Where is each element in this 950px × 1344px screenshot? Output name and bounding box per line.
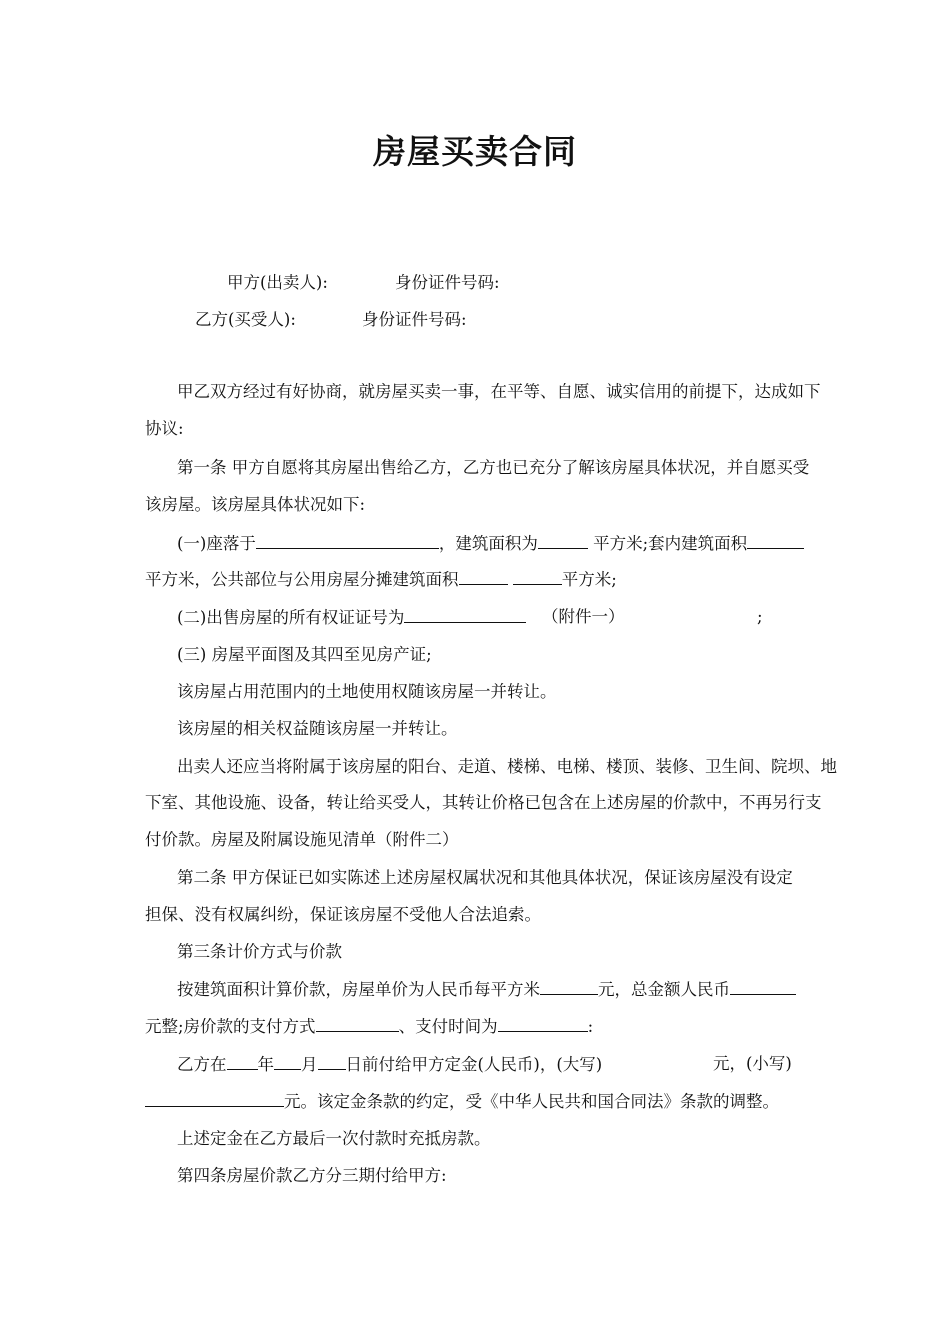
shared-area-label: 平方米，公共部位与公用房屋分摊建筑面积 — [145, 570, 459, 589]
item-1-area-label: ，建筑面积为 — [438, 534, 538, 553]
deposit-clause-text: 元。该定金条款的约定，受《中华人民共和国合同法》条款的调整。 — [284, 1092, 779, 1111]
deposit-day-blank[interactable] — [318, 1052, 346, 1070]
deposit-offset-line: 上述定金在乙方最后一次付款时充抵房款。 — [177, 1129, 491, 1148]
payment-time-blank[interactable] — [498, 1014, 588, 1032]
land-use-line: 该房屋占用范围内的土地使用权随该房屋一并转让。 — [177, 682, 557, 701]
appurtenances-line-3: 付价款。房屋及附属设施见清单（附件二） — [145, 830, 459, 849]
deposit-line — [177, 1052, 602, 1077]
certificate-number-blank[interactable] — [404, 605, 526, 623]
intro-line-1: 甲乙双方经过有好协商，就房屋买卖一事，在平等、自愿、诚实信用的前提下，达成如下 — [177, 382, 821, 401]
appurtenances-line-2: 下室、其他设施、设备，转让给买受人，其转让价格已包含在上述房屋的价款中，不再另行支 — [145, 793, 822, 812]
shared-area-unit: 平方米; — [561, 570, 617, 589]
payment-method-blank[interactable] — [316, 1014, 399, 1032]
item-1-line-2 — [145, 567, 617, 592]
appurtenances-line-1: 出卖人还应当将附属于该房屋的阳台、走道、楼梯、电梯、楼顶、装修、卫生间、院坝、地 — [177, 757, 837, 776]
article-3-heading: 第三条计价方式与价款 — [177, 942, 342, 961]
deposit-month-blank[interactable] — [274, 1052, 301, 1070]
party-b-id-label: 身份证件号码: — [362, 310, 467, 329]
deposit-amount-label: 日前付给甲方定金(人民币)，(大写) — [345, 1055, 603, 1074]
deposit-year-blank[interactable] — [227, 1052, 258, 1070]
shared-area-blank-1[interactable] — [459, 567, 508, 585]
payment-line-end: : — [587, 1017, 594, 1036]
deposit-line-2 — [145, 1089, 779, 1114]
deposit-amount-figures-blank[interactable] — [145, 1089, 284, 1107]
attachment-1-note: （附件一） — [542, 607, 625, 626]
deposit-amount-unit: 元，(小写) — [713, 1054, 792, 1073]
payment-time-label: 、支付时间为 — [398, 1017, 498, 1036]
deposit-party-label: 乙方在 — [177, 1055, 227, 1074]
item-1-line-1 — [177, 531, 804, 556]
item-3-line: (三) 房屋平面图及其四至见房产证; — [177, 645, 432, 664]
unit-price-label: 按建筑面积计算价款，房屋单价为人民币每平方米 — [177, 980, 540, 999]
party-b-label: 乙方(买受人): — [195, 310, 296, 329]
total-price-blank[interactable] — [730, 977, 796, 995]
payment-method-label: 元整;房价款的支付方式 — [145, 1017, 316, 1036]
shared-area-blank-2[interactable] — [513, 567, 562, 585]
article-4-heading: 第四条房屋价款乙方分三期付给甲方: — [177, 1166, 447, 1185]
location-blank[interactable] — [256, 531, 439, 549]
article-2-line-2: 担保、没有权属纠纷，保证该房屋不受他人合法追索。 — [145, 905, 541, 924]
item-1-inner-area-label: 平方米;套内建筑面积 — [593, 534, 748, 553]
article-1-line-2: 该房屋。该房屋具体状况如下: — [145, 495, 366, 514]
deposit-year-label: 年 — [257, 1055, 274, 1074]
area-blank[interactable] — [538, 531, 588, 549]
item-2-end: ; — [757, 607, 763, 626]
certificate-label: (二)出售房屋的所有权证证号为 — [177, 608, 405, 627]
intro-line-2: 协议: — [145, 419, 184, 438]
deposit-month-label: 月 — [301, 1055, 318, 1074]
article-2-line-1: 第二条 甲方保证已如实陈述上述房屋权属状况和其他具体状况，保证该房屋没有设定 — [177, 868, 793, 887]
total-price-label: 元，总金额人民币 — [598, 980, 730, 999]
item-2-line — [177, 605, 526, 630]
item-1-location-label: (一)座落于 — [177, 534, 256, 553]
price-line — [177, 977, 796, 1002]
unit-price-blank[interactable] — [540, 977, 598, 995]
party-a-id-label: 身份证件号码: — [395, 273, 500, 292]
payment-line — [145, 1014, 593, 1039]
inner-area-blank[interactable] — [747, 531, 804, 549]
rights-line: 该房屋的相关权益随该房屋一并转让。 — [177, 719, 458, 738]
article-1-line-1: 第一条 甲方自愿将其房屋出售给乙方，乙方也已充分了解该房屋具体状况，并自愿买受 — [177, 458, 810, 477]
document-title: 房屋买卖合同 — [373, 132, 577, 171]
party-a-label: 甲方(出卖人): — [227, 273, 328, 292]
